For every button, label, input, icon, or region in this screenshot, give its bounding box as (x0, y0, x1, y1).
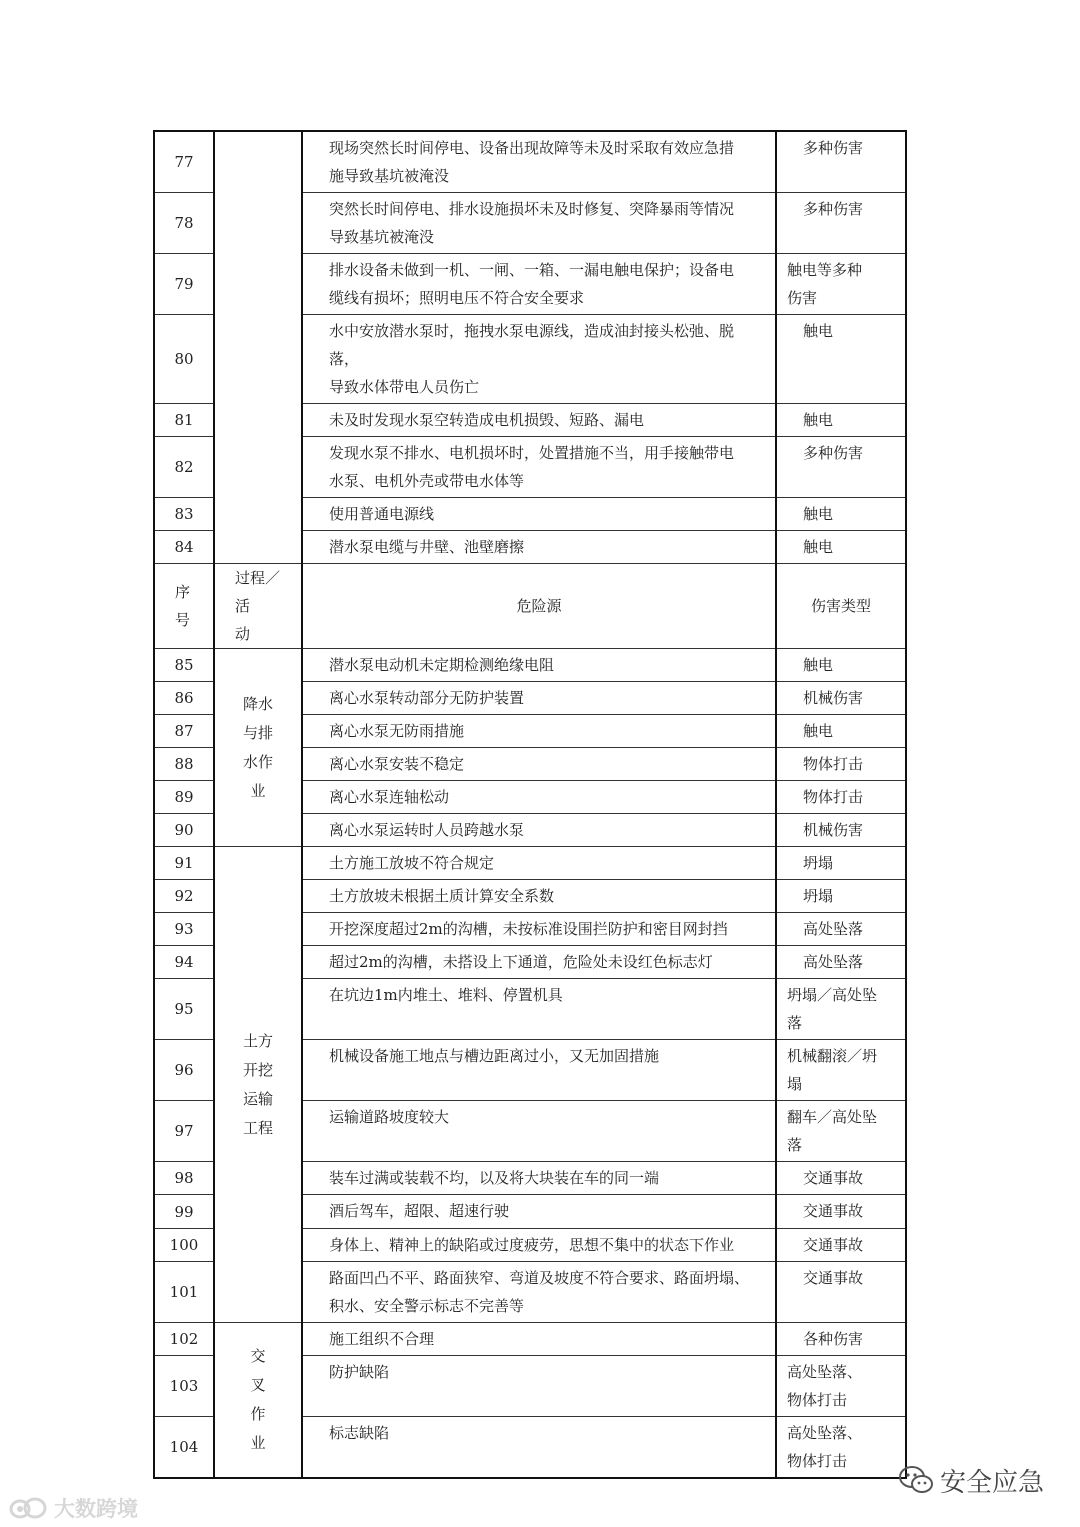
cell-text: 96 (174, 1061, 194, 1079)
cell-line: 翻车／高处坠 (787, 1108, 878, 1126)
injury-cell (776, 131, 906, 193)
cell-line: 坍塌 (803, 887, 834, 905)
watermark-right-text: 安全应急 (940, 1467, 1045, 1498)
hazard-cell (302, 880, 776, 913)
cell-line: 施导致基坑被淹没 (329, 167, 450, 185)
hazard-cell (302, 404, 776, 437)
cell-line: 高处坠落 (803, 953, 864, 971)
row-number (154, 946, 214, 979)
hazard-cell (302, 1040, 776, 1101)
injury-cell (776, 979, 906, 1040)
cell-line: 土方施工放坡不符合规定 (329, 854, 495, 872)
row-number (154, 498, 214, 531)
cell-line: 交通事故 (803, 1269, 864, 1287)
hazard-cell (302, 254, 776, 315)
hazard-cell (302, 748, 776, 781)
cell-line: 交通事故 (803, 1202, 864, 1220)
cell-line: 号 (175, 611, 191, 629)
injury-cell (776, 254, 906, 315)
cell-text: 93 (174, 920, 194, 938)
cell-line: 伤害 (787, 289, 818, 307)
wechat-icon (898, 1464, 934, 1496)
cell-text: 离心水泵安装不稳定 (329, 755, 465, 773)
cell-text: 89 (174, 788, 194, 806)
cell-text: 77 (174, 153, 194, 171)
hazard-cell (302, 913, 776, 946)
cell-text: 81 (174, 411, 194, 429)
process-label-line: 运输 (242, 1089, 273, 1108)
injury-cell (776, 315, 906, 404)
row-number (154, 1162, 214, 1195)
cell-line: 潜水泵电缆与井壁、池壁磨擦 (329, 538, 525, 556)
row-number (154, 1323, 214, 1356)
header-process (214, 564, 302, 649)
row-number (154, 1356, 214, 1417)
injury-cell (776, 1417, 906, 1479)
process-cell (214, 131, 302, 564)
cell-line: 动 (235, 625, 251, 643)
header-row (154, 564, 906, 649)
cell-line: 水中安放潜水泵时，拖拽水泵电源线，造成油封接头松弛、脱 (329, 322, 735, 340)
injury-cell (776, 682, 906, 715)
cell-line: 标志缺陷 (329, 1424, 390, 1442)
process-label-line: 交 (250, 1347, 266, 1365)
cell-text: 92 (174, 887, 194, 905)
injury-cell (776, 1262, 906, 1323)
cell-line: 坍塌 (803, 854, 834, 872)
cell-line: 落 (787, 1136, 803, 1154)
hazard-cell (302, 1356, 776, 1417)
cell-line: 物体打击 (787, 1452, 848, 1470)
cell-text: 86 (174, 689, 194, 707)
hazard-cell (302, 1229, 776, 1262)
cell-line: 坍塌／高处坠 (787, 986, 878, 1004)
hazard-cell (302, 1417, 776, 1479)
row-number (154, 254, 214, 315)
cell-line: 各种伤害 (803, 1330, 864, 1348)
hazard-cell (302, 1262, 776, 1323)
row-number (154, 404, 214, 437)
process-label-line: 作 (250, 1405, 266, 1423)
cell-line: 机械设备施工地点与槽边距离过小，又无加固措施 (329, 1047, 660, 1065)
cell-text: 83 (174, 505, 194, 523)
injury-cell (776, 847, 906, 880)
process-label-line: 业 (250, 1434, 266, 1452)
cell-text: 85 (174, 656, 194, 674)
cell-line: 多种伤害 (803, 200, 864, 218)
cell-text: 离心水泵连轴松动 (329, 788, 450, 806)
cell-line: 触电等多种 (787, 261, 863, 279)
row-number (154, 847, 214, 880)
row-number (154, 1195, 214, 1229)
hazard-cell (302, 498, 776, 531)
process-label-line: 业 (250, 781, 266, 800)
process-label-line: 降水 (242, 694, 273, 713)
cell-text: 物体打击 (803, 755, 864, 773)
cell-text: 伤害类型 (810, 597, 871, 615)
cell-text: 90 (174, 821, 194, 839)
cell-line: 多种伤害 (803, 444, 864, 462)
injury-cell (776, 1101, 906, 1162)
row-number (154, 315, 214, 404)
row-number (154, 1040, 214, 1101)
row-number (154, 1417, 214, 1479)
cell-line: 触电 (803, 322, 834, 340)
cell-text: 82 (174, 458, 194, 476)
cell-text: 88 (174, 755, 194, 773)
injury-cell (776, 649, 906, 682)
hazard-cell (302, 649, 776, 682)
cell-line: 酒后驾车，超限、超速行驶 (329, 1202, 510, 1220)
hazard-cell (302, 193, 776, 254)
cell-line: 装车过满或装载不均，以及将大块装在车的同一端 (329, 1169, 660, 1187)
cell-text: 78 (174, 214, 194, 232)
cell-text: 91 (174, 854, 194, 872)
injury-cell (776, 913, 906, 946)
injury-cell (776, 1323, 906, 1356)
cell-line: 突然长时间停电、排水设施损坏未及时修复、突降暴雨等情况 (329, 200, 735, 218)
process-cell (214, 847, 302, 1323)
cell-line: 多种伤害 (803, 139, 864, 157)
process-cell (214, 1323, 302, 1479)
injury-cell (776, 437, 906, 498)
cell-line: 水泵、电机外壳或带电水体等 (329, 472, 525, 490)
cell-line: 落， (329, 350, 360, 368)
cell-text: 79 (174, 275, 194, 293)
watermark-right (898, 1460, 1044, 1500)
row-number (154, 814, 214, 847)
hazard-cell (302, 946, 776, 979)
cell-line: 防护缺陷 (329, 1363, 390, 1381)
cell-line: 在坑边1m内堆土、堆料、停置机具 (329, 986, 563, 1004)
watermark-left (8, 1493, 138, 1523)
cell-line: 高处坠落 (803, 920, 864, 938)
process-label (249, 1342, 267, 1458)
cell-line: 缆线有损坏；照明电压不符合安全要求 (329, 289, 585, 307)
cell-text: 87 (174, 722, 194, 740)
table-row (154, 131, 906, 193)
row-number (154, 1101, 214, 1162)
row-number (154, 193, 214, 254)
cell-line: 发现水泵不排水、电机损坏时，处置措施不当，用手接触带电 (329, 444, 735, 462)
header-injury (776, 564, 906, 649)
cell-text: 离心水泵转动部分无防护装置 (329, 689, 525, 707)
cell-line: 交通事故 (803, 1236, 864, 1254)
hazard-cell (302, 781, 776, 814)
hazard-cell (302, 1195, 776, 1229)
cell-line: 物体打击 (787, 1391, 848, 1409)
table-row (154, 1323, 906, 1356)
injury-cell (776, 1040, 906, 1101)
cell-line: 超过2m的沟槽，未搭设上下通道，危险处未设红色标志灯 (329, 953, 713, 971)
hazard-cell (302, 437, 776, 498)
hazard-table-body (154, 131, 906, 1478)
hazard-cell (302, 715, 776, 748)
injury-cell (776, 404, 906, 437)
injury-cell (776, 946, 906, 979)
cell-text: 物体打击 (803, 788, 864, 806)
cell-text: 机械伤害 (803, 689, 864, 707)
cell-text: 潜水泵电动机未定期检测绝缘电阻 (329, 656, 555, 674)
cell-line: 触电 (803, 505, 834, 523)
injury-cell (776, 1356, 906, 1417)
row-number (154, 715, 214, 748)
injury-cell (776, 1229, 906, 1262)
watermark-left-text: 大数跨境 (54, 1497, 138, 1521)
cell-line: 触电 (803, 411, 834, 429)
row-number (154, 531, 214, 564)
cell-line: 身体上、精神上的缺陷或过度疲劳，思想不集中的状态下作业 (329, 1236, 735, 1254)
process-label-line: 土方 (242, 1031, 273, 1050)
cell-line: 使用普通电源线 (329, 505, 435, 523)
cell-text: 触电 (803, 656, 834, 674)
row-number (154, 682, 214, 715)
row-number (154, 649, 214, 682)
table-row (154, 649, 906, 682)
cell-text: 99 (174, 1202, 194, 1221)
injury-cell (776, 1162, 906, 1195)
injury-cell (776, 880, 906, 913)
hazard-cell (302, 1162, 776, 1195)
row-number (154, 748, 214, 781)
process-label (241, 1027, 275, 1143)
cell-text: 103 (169, 1377, 199, 1395)
process-label-line: 水作 (242, 752, 273, 771)
cell-line: 交通事故 (803, 1169, 864, 1187)
cell-line: 开挖深度超过2m的沟槽，未按标准设围拦防护和密目网封挡 (329, 920, 728, 938)
injury-cell (776, 715, 906, 748)
cell-line: 触电 (803, 538, 834, 556)
cell-line: 导致基坑被淹没 (329, 228, 435, 246)
cell-text: 104 (169, 1438, 199, 1456)
cell-line: 高处坠落、 (787, 1363, 863, 1381)
cell-line: 运输道路坡度较大 (329, 1108, 450, 1126)
hazard-cell (302, 1101, 776, 1162)
process-cell (214, 649, 302, 847)
cell-text: 危险源 (516, 597, 562, 615)
header-hazard (302, 564, 776, 649)
row-number (154, 1262, 214, 1323)
cell-text: 98 (174, 1169, 194, 1187)
cell-line: 排水设备未做到一机、一闸、一箱、一漏电触电保护；设备电 (329, 261, 735, 279)
row-number (154, 131, 214, 193)
cell-text: 101 (169, 1283, 199, 1301)
injury-cell (776, 531, 906, 564)
cell-text: 80 (174, 350, 194, 368)
process-label-line: 开挖 (242, 1060, 273, 1079)
cell-line: 现场突然长时间停电、设备出现故障等未及时采取有效应急措 (329, 139, 735, 157)
process-label-line: 叉 (250, 1376, 266, 1394)
cell-text: 100 (169, 1236, 199, 1254)
cell-line: 施工组织不合理 (329, 1330, 435, 1348)
hazard-cell (302, 131, 776, 193)
cell-text: 84 (174, 538, 194, 556)
process-label-line: 工程 (242, 1118, 273, 1137)
row-number (154, 781, 214, 814)
cell-line: 未及时发现水泵空转造成电机损毁、短路、漏电 (329, 411, 645, 429)
cloud-logo-icon (8, 1495, 50, 1521)
cell-text: 102 (169, 1330, 199, 1348)
cell-text: 机械伤害 (803, 821, 864, 839)
cell-text: 97 (174, 1122, 194, 1140)
cell-line: 导致水体带电人员伤亡 (329, 378, 480, 396)
row-number (154, 1229, 214, 1262)
injury-cell (776, 814, 906, 847)
cell-line: 路面凹凸不平、路面狭窄、弯道及坡度不符合要求、路面坍塌、 (329, 1269, 750, 1287)
cell-text: 94 (174, 953, 194, 971)
cell-line: 过程／活 (235, 569, 281, 615)
cell-line: 落 (787, 1014, 803, 1032)
injury-cell (776, 748, 906, 781)
hazard-table (153, 130, 907, 1479)
hazard-cell (302, 531, 776, 564)
cell-text: 95 (174, 1000, 194, 1018)
row-number (154, 979, 214, 1040)
header-number (154, 564, 214, 649)
cell-line: 土方放坡未根据土质计算安全系数 (329, 887, 555, 905)
table-row (154, 847, 906, 880)
row-number (154, 913, 214, 946)
cell-text: 离心水泵无防雨措施 (329, 722, 465, 740)
cell-line: 积水、安全警示标志不完善等 (329, 1297, 525, 1315)
injury-cell (776, 193, 906, 254)
hazard-cell (302, 1323, 776, 1356)
injury-cell (776, 498, 906, 531)
cell-line: 序 (175, 583, 191, 601)
cell-line: 机械翻滚／坍 (787, 1047, 878, 1065)
hazard-cell (302, 814, 776, 847)
cell-text: 触电 (803, 722, 834, 740)
process-label-line: 与排 (242, 723, 273, 742)
row-number (154, 880, 214, 913)
hazard-cell (302, 847, 776, 880)
cell-line: 塌 (787, 1075, 803, 1093)
cell-text: 离心水泵运转时人员跨越水泵 (329, 821, 525, 839)
row-number (154, 437, 214, 498)
hazard-cell (302, 682, 776, 715)
hazard-cell (302, 979, 776, 1040)
cell-line: 高处坠落、 (787, 1424, 863, 1442)
injury-cell (776, 1195, 906, 1229)
hazard-cell (302, 315, 776, 404)
process-label (241, 690, 275, 806)
injury-cell (776, 781, 906, 814)
